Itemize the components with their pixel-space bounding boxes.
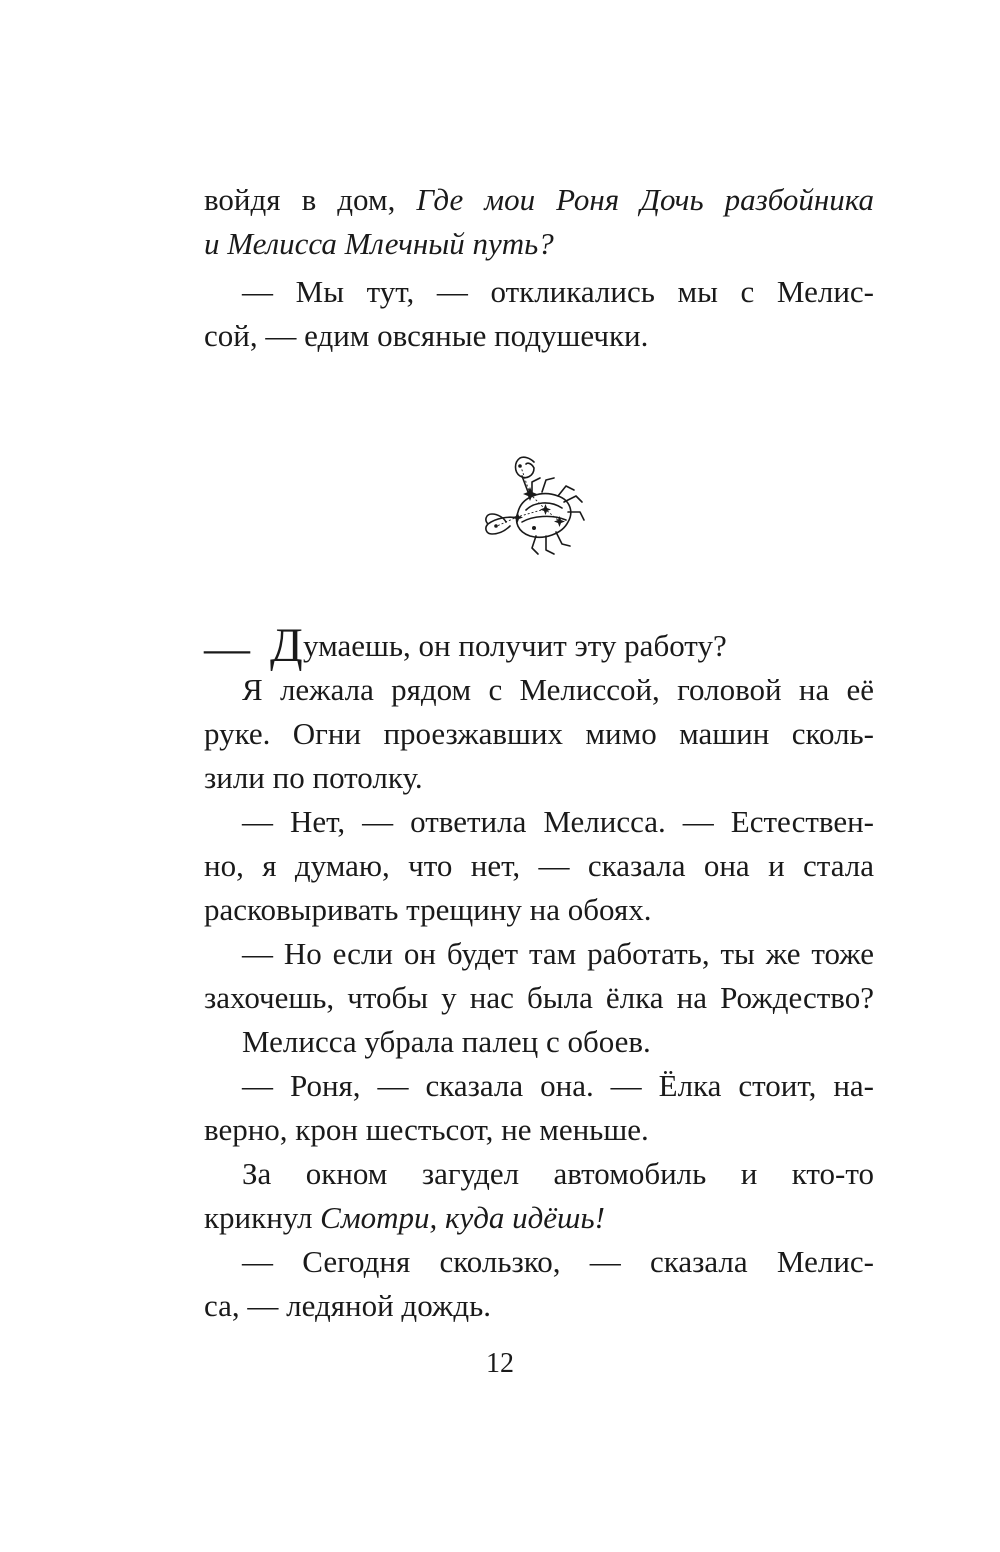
paragraph-line: зили по потолку. xyxy=(204,760,423,795)
paragraph-line: захочешь, чтобы у нас была ёлка на Рождество? xyxy=(204,980,874,1015)
paragraph-line: За окном загудел автомобиль и кто-то xyxy=(242,1156,874,1191)
paragraph-line: Я лежала рядом с Мелиссой, головой на её xyxy=(242,672,874,707)
paragraph-line xyxy=(204,1196,874,1240)
opening-line-rest: умаешь, он получит эту работу? xyxy=(303,628,727,663)
dialogue-line: — Нет, — ответила Мелисса. — Естествен- xyxy=(242,804,874,839)
paragraph-line: са, — ледяной дождь. xyxy=(204,1288,492,1323)
dialogue-line: — Сегодня скользко, — сказала Мелис- xyxy=(242,1244,874,1279)
paragraph-line: руке. Огни проезжавших мимо машин сколь- xyxy=(204,716,874,751)
dialogue-line: — Мы тут, — откликались мы с Мелис- xyxy=(242,274,874,309)
paragraph-line: расковыривать трещину на обоях. xyxy=(204,892,652,927)
text-span: крикнул xyxy=(204,1200,321,1235)
text-line: сой, — едим овсяные подушечки. xyxy=(204,318,649,353)
italic-text: Где мои Роня Дочь разбойника xyxy=(416,182,875,217)
opening-dash: — xyxy=(204,622,250,673)
paragraph-line: но, я думаю, что нет, — сказала она и стала xyxy=(204,848,874,883)
dialogue-line: — Роня, — сказала она. — Ёлка стоит, на- xyxy=(242,1068,874,1103)
paragraph-line: верно, крон шестьсот, не меньше. xyxy=(204,1112,649,1147)
text-line xyxy=(204,178,874,222)
dialogue-line: — Но если он будет там работать, ты же тоже xyxy=(242,936,874,971)
crab-constellation-icon xyxy=(470,450,590,580)
paragraph-line: Мелисса убрала палец с обоев. xyxy=(242,1024,651,1059)
text-span: войдя в дом, xyxy=(204,182,417,217)
italic-text: Смотри, куда идёшь! xyxy=(320,1200,605,1235)
drop-cap-letter: Д xyxy=(270,619,303,672)
text-line-italic: и Мелисса Млечный путь? xyxy=(204,226,554,261)
page-number: 12 xyxy=(486,1348,514,1379)
